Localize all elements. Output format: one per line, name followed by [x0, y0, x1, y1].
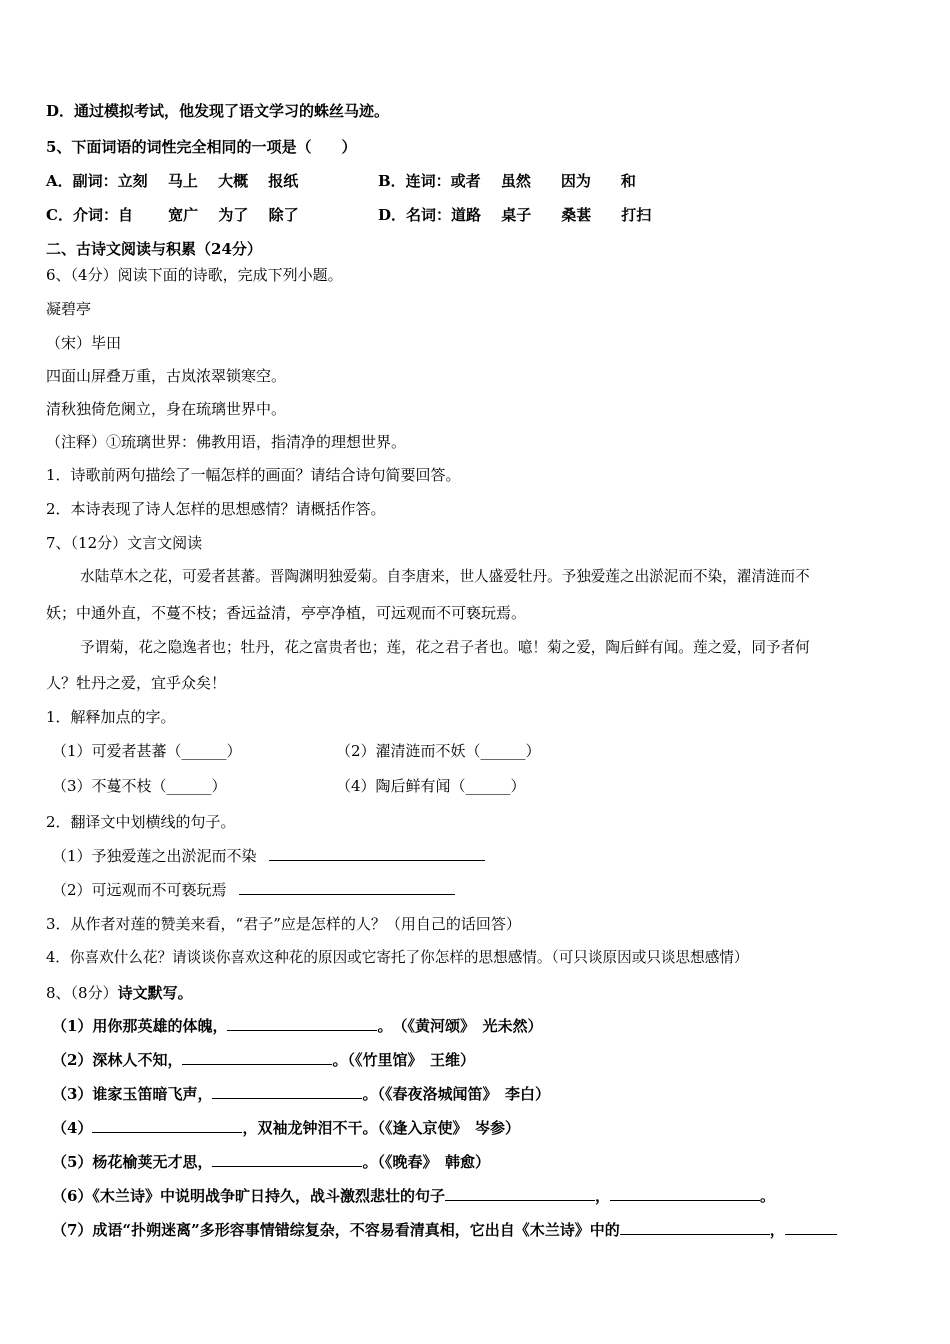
q7-sub-2-1 — [52, 846, 485, 866]
q8-item-6-comma: ， — [594, 1187, 610, 1205]
q7-sub-1: 1．解释加点的字。 — [46, 708, 176, 726]
q6-sub-2: 2．本诗表现了诗人怎样的思想感情？请概括作答。 — [46, 500, 386, 518]
answer-blank[interactable] — [92, 1118, 242, 1133]
q8-item-5 — [52, 1152, 490, 1172]
q8-item-7 — [52, 1220, 837, 1240]
q8-item-2-text: （2）深林人不知， — [52, 1051, 183, 1069]
poem-note: （注释）①琉璃世界：佛教用语，指清净的理想世界。 — [46, 433, 407, 451]
passage-para-1a: 水陆草木之花，可爱者甚蕃。晋陶渊明独爱菊。自李唐来，世人盛爱牡丹。予独爱莲之出淤泥而不染，濯清涟而不 — [80, 568, 810, 585]
q4-option-d: D．通过模拟考试，他发现了语文学习的蛛丝马迹。 — [46, 102, 390, 120]
q8-item-5-text: （5）杨花榆荚无才思， — [52, 1153, 213, 1171]
q8-item-4-text: ，双袖龙钟泪不干。（《逢入京使》 岑参） — [242, 1119, 520, 1137]
q7-sub-1-4: （4）陶后鲜有闻（______） — [336, 777, 526, 795]
q5-option-d: D．名词：道路 桌子 桑葚 打扫 — [378, 206, 652, 224]
q7-sub-2: 2．翻译文中划横线的句子。 — [46, 813, 236, 831]
q5-option-a: A．副词：立刻 马上 大概 报纸 — [46, 172, 299, 190]
q7-sub-2-1-text: （1）予独爱莲之出淤泥而不染 — [52, 847, 257, 865]
q7-sub-3: 3．从作者对莲的赞美来看，“君子”应是怎样的人？（用自己的话回答） — [46, 915, 521, 933]
q8-stem-prefix: 8、（8分） — [46, 984, 118, 1002]
q8-stem — [46, 983, 193, 1003]
q8-item-6 — [52, 1186, 775, 1206]
answer-blank[interactable] — [212, 1084, 362, 1099]
q8-item-1 — [52, 1016, 542, 1036]
passage-para-2a: 予谓菊，花之隐逸者也；牡丹，花之富贵者也；莲，花之君子者也。噫！菊之爱，陶后鲜有闻。莲之爱，同予者何 — [80, 639, 810, 656]
q5-stem: 5、下面词语的词性完全相同的一项是（ ） — [46, 138, 357, 156]
poem-line-2: 清秋独倚危阑立，身在琉璃世界中。 — [46, 400, 287, 418]
poem-title: 凝碧亭 — [46, 300, 92, 318]
q6-stem: 6、（4分）阅读下面的诗歌，完成下列小题。 — [46, 266, 343, 284]
q8-item-1-source: 。 （《黄河颂》 光未然） — [377, 1017, 543, 1035]
q8-item-4 — [52, 1118, 520, 1138]
section-title: 二、古诗文阅读与积累（24分） — [46, 240, 262, 258]
passage-para-2b: 人？牡丹之爱，宜乎众矣！ — [46, 674, 227, 692]
answer-blank[interactable] — [227, 1016, 377, 1031]
q8-stem-title: 诗文默写。 — [117, 984, 193, 1002]
passage-para-1b: 妖；中通外直，不蔓不枝；香远益清，亭亭净植，可远观而不可亵玩焉。 — [46, 604, 527, 622]
q8-item-4-num: （4） — [52, 1119, 93, 1137]
poem-line-1: 四面山屏叠万重，古岚浓翠锁寒空。 — [46, 367, 287, 385]
answer-blank[interactable] — [445, 1186, 595, 1201]
q7-stem: 7、（12分）文言文阅读 — [46, 534, 203, 552]
answer-blank[interactable] — [182, 1050, 332, 1065]
answer-blank[interactable] — [269, 846, 485, 861]
q8-item-1-text: （1）用你那英雄的体魄， — [52, 1017, 228, 1035]
q8-item-2 — [52, 1050, 475, 1070]
q7-sub-4: 4．你喜欢什么花？请谈谈你喜欢这种花的原因或它寄托了你怎样的思想感情。（可只谈原因或只谈思想感情） — [46, 949, 749, 966]
q7-sub-1-2: （2）濯清涟而不妖（______） — [336, 742, 541, 760]
answer-blank[interactable] — [610, 1186, 760, 1201]
q8-item-6-text: （6）《木兰诗》中说明战争旷日持久，战斗激烈悲壮的句子 — [52, 1187, 445, 1205]
q5-option-c: C．介词：自 宽广 为了 除了 — [46, 206, 299, 224]
answer-blank[interactable] — [785, 1220, 837, 1235]
q7-sub-2-2 — [52, 880, 455, 900]
q8-item-2-source: 。（《竹里馆》 王维） — [332, 1051, 475, 1069]
q7-sub-1-1: （1）可爱者甚蕃（______） — [52, 742, 242, 760]
poem-author: （宋）毕田 — [46, 334, 122, 352]
q8-item-3-source: 。（《春夜洛城闻笛》 李白） — [362, 1085, 550, 1103]
q8-item-5-source: 。（《晚春》 韩愈） — [362, 1153, 490, 1171]
answer-blank[interactable] — [212, 1152, 362, 1167]
q8-item-7-text: （7）成语“扑朔迷离”多形容事情错综复杂，不容易看清真相，它出自《木兰诗》中的 — [52, 1221, 620, 1239]
q8-item-6-period: 。 — [759, 1187, 775, 1205]
q6-sub-1: 1．诗歌前两句描绘了一幅怎样的画面？请结合诗句简要回答。 — [46, 466, 461, 484]
q8-item-3 — [52, 1084, 550, 1104]
answer-blank[interactable] — [239, 880, 455, 895]
answer-blank[interactable] — [620, 1220, 770, 1235]
q8-item-7-comma: ， — [769, 1221, 785, 1239]
q5-option-b: B．连词：或者 虽然 因为 和 — [378, 172, 636, 190]
q7-sub-1-3: （3）不蔓不枝（______） — [52, 777, 227, 795]
q7-sub-2-2-text: （2）可远观而不可亵玩焉 — [52, 881, 227, 899]
q8-item-3-text: （3）谁家玉笛暗飞声， — [52, 1085, 213, 1103]
